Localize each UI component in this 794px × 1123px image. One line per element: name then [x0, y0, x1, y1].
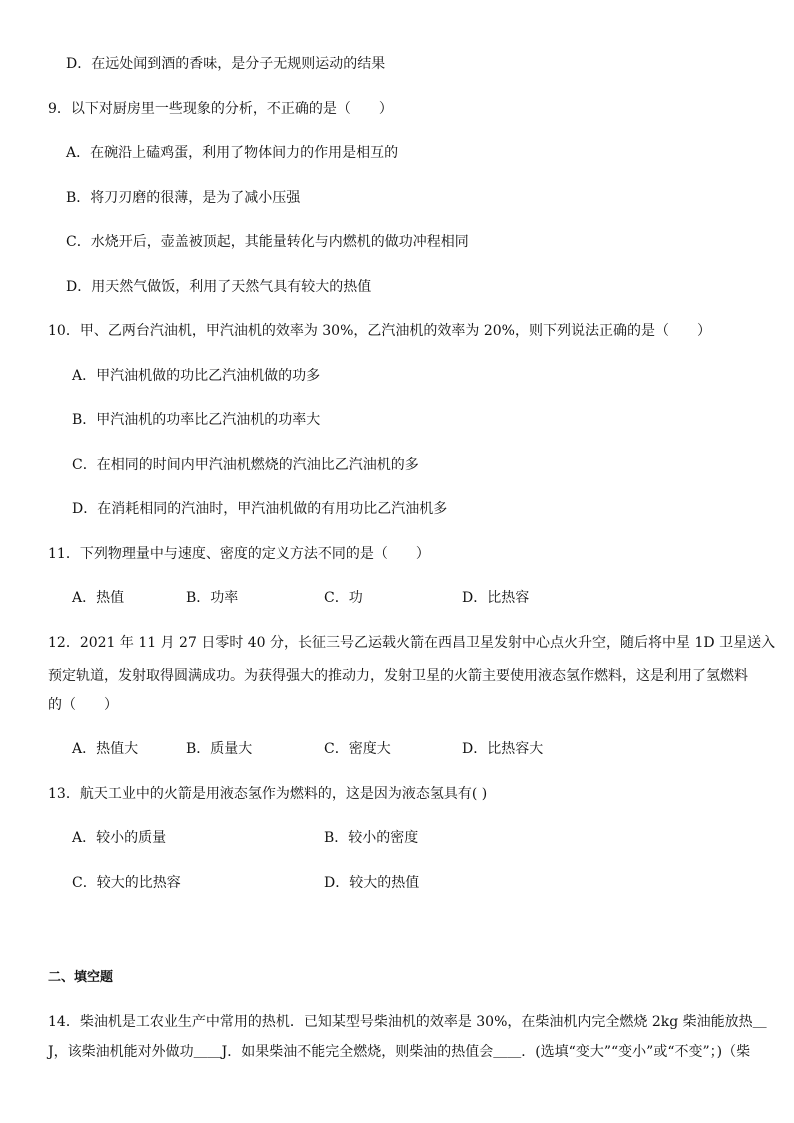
section-title: 二、填空题 — [48, 970, 114, 985]
question-12-option-d: D．比热容大 — [462, 741, 544, 757]
question-13-stem: 13．航天工业中的火箭是用液态氢作为燃料的，这是因为液态氢具有( ) — [48, 786, 488, 802]
question-9-option-b: B．将刀刃磨的很薄，是为了减小压强 — [66, 190, 301, 206]
question-12-option-a: A．热值大 — [72, 741, 139, 757]
question-8-option-d: D．在远处闻到酒的香味，是分子无规则运动的结果 — [66, 56, 386, 72]
question-14-stem-line-2: J，该柴油机能对外做功＿＿J．如果柴油不能完全燃烧，则柴油的热值会＿＿．(选填“变大”“变小”或“不变”；)（柴 — [48, 1044, 751, 1060]
question-10-option-d: D．在消耗相同的汽油时，甲汽油机做的有用功比乙汽油机多 — [72, 501, 448, 517]
question-11-option-a: A．热值 — [72, 590, 125, 606]
question-9-option-a: A．在碗沿上磕鸡蛋，利用了物体间力的作用是相互的 — [66, 145, 399, 161]
question-13-options-row-1 — [0, 828, 794, 848]
question-12-option-c: C．密度大 — [324, 741, 391, 757]
question-11-options — [0, 588, 794, 608]
question-10-option-a: A．甲汽油机做的功比乙汽油机做的功多 — [72, 368, 321, 384]
question-13-option-d: D．较大的热值 — [324, 875, 420, 891]
question-12-options — [0, 739, 794, 759]
question-9-option-c: C．水烧开后，壶盖被顶起，其能量转化与内燃机的做功冲程相同 — [66, 234, 469, 250]
question-12-option-b: B．质量大 — [186, 741, 253, 757]
question-11-option-d: D．比热容 — [462, 590, 530, 606]
question-12-stem-line-2: 预定轨道，发射取得圆满成功。为获得强大的推动力，发射卫星的火箭主要使用液态氢作燃料，这是利用了氢燃料 — [48, 668, 748, 684]
question-14-stem-line-1: 14．柴油机是工农业生产中常用的热机．已知某型号柴油机的效率是 30%，在柴油机内完全燃烧 2kg 柴油能放热＿ — [48, 1014, 767, 1030]
question-11-stem: 11．下列物理量中与速度、密度的定义方法不同的是（ ） — [48, 546, 430, 562]
question-13-option-c: C．较大的比热容 — [72, 875, 181, 891]
question-10-option-c: C．在相同的时间内甲汽油机燃烧的汽油比乙汽油机的多 — [72, 457, 419, 473]
question-12-stem-line-1: 12．2021 年 11 月 27 日零时 40 分，长征三号乙运载火箭在西昌卫星发射中心点火升空，随后将中星 1D 卫星送入 — [48, 635, 776, 651]
question-10-option-b: B．甲汽油机的功率比乙汽油机的功率大 — [72, 412, 321, 428]
question-9-stem: 9．以下对厨房里一些现象的分析，不正确的是（ ） — [48, 101, 393, 117]
question-13-option-a: A．较小的质量 — [72, 830, 167, 846]
question-11-option-c: C．功 — [324, 590, 363, 606]
question-9-option-d: D．用天然气做饭，利用了天然气具有较大的热值 — [66, 279, 372, 295]
question-13-options-row-2 — [0, 873, 794, 893]
question-10-stem: 10．甲、乙两台汽油机，甲汽油机的效率为 30%，乙汽油机的效率为 20%，则下列说法正确的是（ ） — [48, 323, 711, 339]
question-12-stem-line-3: 的（ ） — [48, 697, 118, 713]
question-11-option-b: B．功率 — [186, 590, 239, 606]
question-13-option-b: B．较小的密度 — [324, 830, 419, 846]
